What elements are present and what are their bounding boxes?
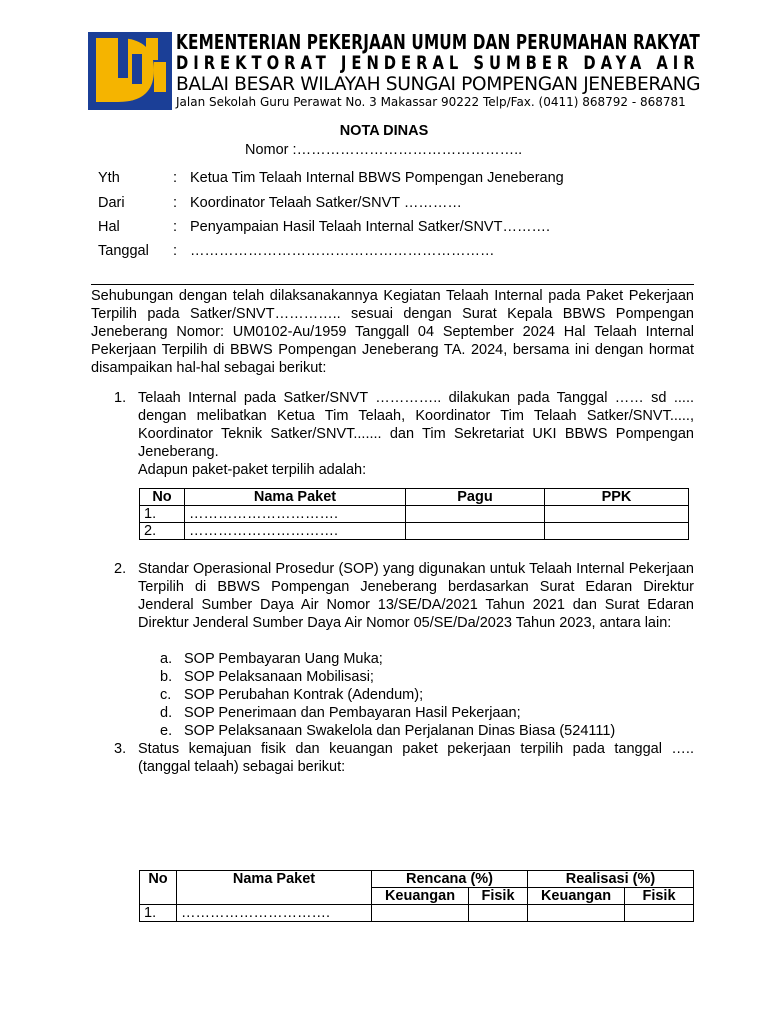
letterhead-balai: BALAI BESAR WILAYAH SUNGAI POMPENGAN JENEBERANG (176, 73, 701, 95)
table-cell: 1. (140, 905, 177, 922)
document-title: NOTA DINAS (339, 123, 429, 139)
table-cell: …………………………. (177, 905, 372, 922)
table-cell (528, 905, 625, 922)
header-label: Yth (98, 170, 120, 186)
header-label: Dari (98, 195, 125, 211)
table-cell (406, 523, 545, 540)
table-row (140, 506, 689, 523)
header-row-dari (98, 195, 462, 211)
table-row (140, 523, 689, 540)
header-colon: : (173, 170, 178, 186)
item1-lead: Adapun paket-paket terpilih adalah: (138, 462, 367, 478)
progress-table (139, 870, 694, 922)
intro-paragraph: Sehubungan dengan telah dilaksanakannya Kegiatan Telaah Internal pada Paket Pekerjaan Terpilih pada Satker/SNVT………….. sesuai dengan Surat Kepala BBWS Pompengan Jeneberang Nomor: UM0102-Au/1959 Tanggall 04 September 2024 Hal Telaah Internal Pekerjaan Terpilih di BBWS Pompengan Jeneberang TA. 2024, bersama ini dengan hormat disampaikan hal-hal sebagai berikut: (91, 288, 694, 376)
col-header-keuangan: Keuangan (528, 888, 625, 905)
item1-text: Telaah Internal pada Satker/SNVT ………….. dilakukan pada Tanggal …… sd ..... dengan melibatkan Ketua Tim Telaah, Koordinator Tim Telaah Satker/SNVT....., Koordinator Teknik Satker/SNVT....... dan Tim Sekretariat UKI BBWS Pompengan Jeneberang. (138, 390, 694, 460)
item2-text: Standar Operasional Prosedur (SOP) yang digunakan untuk Telaah Internal Pekerjaan Terpilih di BBWS Pompengan Jeneberang berdasarkan Surat Edaran Direktur Jenderal Sumber Daya Air Nomor 13/SE/DA/2021 Tahun 2021 dan Surat Edaran Direktur Jenderal Sumber Daya Air Nomor 05/SE/Da/2023 Tahun 2023, antara lain: (138, 561, 694, 631)
sop-list-item: d. SOP Penerimaan dan Pembayaran Hasil Pekerjaan; (160, 705, 521, 721)
document-number: Nomor :……………………………………….. (245, 142, 523, 158)
letterhead-address: Jalan Sekolah Guru Perawat No. 3 Makassar 90222 Telp/Fax. (0411) 868792 - 868781 (176, 95, 686, 109)
table-cell (406, 506, 545, 523)
header-label: Hal (98, 219, 120, 235)
header-label: Tanggal (98, 243, 149, 259)
header-divider (91, 284, 694, 285)
col-header-fisik: Fisik (469, 888, 528, 905)
col-header-rencana: Rencana (%) (372, 871, 528, 888)
header-colon: : (173, 219, 178, 235)
table-row (140, 905, 694, 922)
ministry-logo (88, 32, 172, 110)
col-header-keuangan: Keuangan (372, 888, 469, 905)
table-cell (545, 506, 689, 523)
col-header-no: No (140, 871, 177, 905)
header-row-yth (98, 170, 564, 186)
item-number: 3. (114, 741, 127, 757)
table-cell (469, 905, 528, 922)
table-header-row (140, 489, 689, 506)
col-header-nama-paket: Nama Paket (185, 489, 406, 506)
table-cell (372, 905, 469, 922)
table-cell (545, 523, 689, 540)
item-number: 1. (114, 390, 127, 406)
item3-text: Status kemajuan fisik dan keuangan paket pekerjaan terpilih pada tanggal ….. (tanggal telaah) sebagai berikut: (138, 741, 694, 775)
col-header-nama-paket: Nama Paket (177, 871, 372, 905)
paket-table (139, 488, 689, 540)
header-value: Koordinator Telaah Satker/SNVT ………… (190, 195, 462, 211)
col-header-pagu: Pagu (406, 489, 545, 506)
header-value: Ketua Tim Telaah Internal BBWS Pompengan Jeneberang (190, 170, 564, 186)
table-cell: …………………………. (185, 523, 406, 540)
letterhead-directorate: DIREKTORAT JENDERAL SUMBER DAYA AIR (176, 52, 700, 74)
col-header-ppk: PPK (545, 489, 689, 506)
header-colon: : (173, 195, 178, 211)
table-cell: 1. (140, 506, 185, 523)
table-cell: …………………………. (185, 506, 406, 523)
header-row-hal (98, 219, 550, 235)
table-cell (625, 905, 694, 922)
sop-list-item: a. SOP Pembayaran Uang Muka; (160, 651, 383, 667)
header-value: Penyampaian Hasil Telaah Internal Satker/SNVT………. (190, 219, 550, 235)
col-header-fisik: Fisik (625, 888, 694, 905)
table-header-row (140, 871, 694, 888)
sop-list-item: b. SOP Pelaksanaan Mobilisasi; (160, 669, 374, 685)
header-value: ……………………………………………………… (190, 243, 495, 259)
header-colon: : (173, 243, 178, 259)
sop-list-item: c. SOP Perubahan Kontrak (Adendum); (160, 687, 424, 703)
col-header-realisasi: Realisasi (%) (528, 871, 694, 888)
header-row-tanggal (98, 243, 495, 259)
table-cell: 2. (140, 523, 185, 540)
sop-list-item: e. SOP Pelaksanaan Swakelola dan Perjalanan Dinas Biasa (524111) (160, 723, 616, 739)
col-header-no: No (140, 489, 185, 506)
letterhead-ministry: KEMENTERIAN PEKERJAAN UMUM DAN PERUMAHAN RAKYAT (176, 30, 700, 54)
item-number: 2. (114, 561, 127, 577)
